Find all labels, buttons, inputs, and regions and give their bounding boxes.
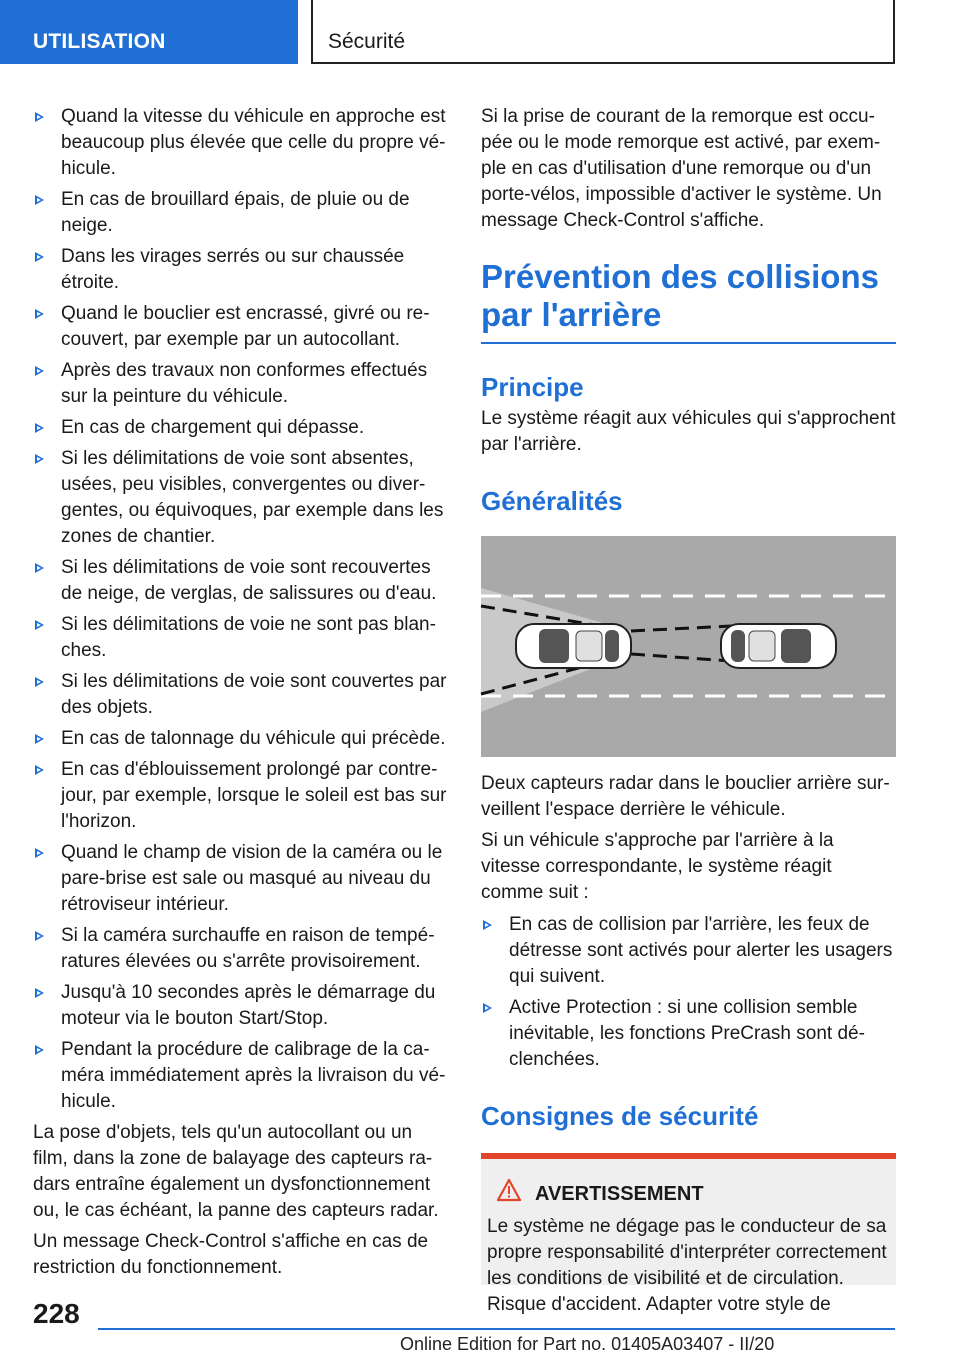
section-tab: UTILISATION [0, 0, 298, 64]
list-item: Si la caméra surchauffe en raison de températures élevées ou s'arrête provisoirement. [33, 923, 448, 975]
bullet-arrow-icon [35, 309, 44, 319]
list-item: Quand le champ de vision de la caméra ou le pare-brise est sale ou masqué au niveau du rétroviseur intérieur. [33, 840, 448, 918]
subheading-generalites: Généralités [481, 486, 623, 516]
warning-box [481, 1153, 896, 1315]
bullet-arrow-icon [35, 931, 44, 941]
list-item: Si les délimitations de voie sont absentes, usées, peu visibles, convergentes ou divergentes, ou équivoques, par exemple dans les zones de chantier. [33, 446, 448, 550]
bullet-arrow-icon [35, 620, 44, 630]
radar-illustration-svg [481, 536, 896, 757]
paragraph-trailer: Si la prise de courant de la remorque est occupée ou le mode remorque est activé, par exemple en cas d'utilisation d'une remorque ou d'un porte-vélos, impossible d'activer le système. Un message Check-Control s'affiche. [481, 106, 882, 231]
list-item: Si les délimitations de voie sont couvertes par des objets. [33, 669, 448, 721]
paragraph-check-control: Un message Check-Control s'affiche en cas de restriction du fonctionnement. [33, 1231, 429, 1278]
list-item: En cas de collision par l'arrière, les feux de détresse sont activés pour alerter les usagers qui suivent. [481, 912, 896, 990]
list-item: Après des travaux non conformes effectués sur la peinture du véhicule. [33, 358, 448, 410]
radar-illustration [481, 536, 896, 757]
list-item: Quand la vitesse du véhicule en approche est beaucoup plus élevée que celle du propre véhicule. [33, 104, 448, 182]
bullet-arrow-icon [35, 252, 44, 262]
left-column [33, 104, 448, 1286]
subheading-principe: Principe [481, 372, 584, 402]
bullet-arrow-icon [483, 1003, 492, 1013]
paragraph-radar-film: La pose d'objets, tels qu'un autocollant ou un film, dans la zone de balayage des capteurs radars entraîne également un dysfonctionnement ou, le cas échéant, la panne des capteurs radar. [33, 1122, 439, 1221]
list-item: En cas d'éblouissement prolongé par contre-jour, par exemple, lorsque le soleil est bas sur l'horizon. [33, 757, 448, 835]
list-item: Active Protection : si une collision semble inévitable, les fonctions PreCrash sont déclenchées. [481, 995, 896, 1073]
warning-header [487, 1179, 890, 1208]
bullet-arrow-icon [35, 1045, 44, 1055]
subheading-consignes: Consignes de sécurité [481, 1101, 759, 1131]
list-item: Jusqu'à 10 secondes après le démarrage du moteur via le bouton Start/Stop. [33, 980, 448, 1032]
reaction-list [481, 912, 896, 1073]
limitations-list [33, 104, 448, 1115]
list-item: Pendant la procédure de calibrage de la caméra immédiatement après la livraison du véhicule. [33, 1037, 448, 1115]
list-item: En cas de talonnage du véhicule qui précède. [33, 726, 448, 752]
bullet-arrow-icon [35, 734, 44, 744]
warning-triangle-icon [497, 1179, 521, 1208]
paragraph-vitesse: Si un véhicule s'approche par l'arrière à la vitesse correspondante, le système réagit comme suit : [481, 830, 834, 903]
list-item: Dans les virages serrés ou sur chaussée étroite. [33, 244, 448, 296]
page-number: 228 [33, 1298, 80, 1329]
warning-text: Le système ne dégage pas le conducteur de sa propre responsabilité d'interpréter correctement les conditions de visibilité et de circulation. Risque d'accident. Adapter votre style de [487, 1216, 887, 1315]
bullet-arrow-icon [35, 988, 44, 998]
footer-edition: Online Edition for Part no. 01405A03407 - II/20 [400, 1334, 775, 1354]
bullet-arrow-icon [35, 454, 44, 464]
bullet-arrow-icon [35, 112, 44, 122]
bullet-arrow-icon [35, 765, 44, 775]
car-icon-approaching [516, 624, 631, 668]
bullet-arrow-icon [35, 848, 44, 858]
paragraph-principe: Le système réagit aux véhicules qui s'approchent par l'arrière. [481, 408, 896, 455]
bullet-arrow-icon [35, 195, 44, 205]
paragraph-capteurs: Deux capteurs radar dans le bouclier arrière surveillent l'espace derrière le véhicule. [481, 773, 890, 820]
footer-divider [98, 1328, 895, 1330]
list-item: Si les délimitations de voie sont recouvertes de neige, de verglas, de salissures ou d'eau. [33, 555, 448, 607]
right-column [481, 104, 896, 1315]
car-icon-own-vehicle [721, 624, 836, 668]
list-item: En cas de brouillard épais, de pluie ou de neige. [33, 187, 448, 239]
section-heading: Prévention des collisions par l'arrière [481, 258, 896, 344]
warning-title: AVERTISSEMENT [535, 1182, 704, 1205]
bullet-arrow-icon [35, 423, 44, 433]
page-title: Sécurité [311, 0, 895, 64]
bullet-arrow-icon [483, 920, 492, 930]
bullet-arrow-icon [35, 563, 44, 573]
bullet-arrow-icon [35, 677, 44, 687]
list-item: En cas de chargement qui dépasse. [33, 415, 448, 441]
list-item: Si les délimitations de voie ne sont pas blanches. [33, 612, 448, 664]
bullet-arrow-icon [35, 366, 44, 376]
list-item: Quand le bouclier est encrassé, givré ou recouvert, par exemple par un autocollant. [33, 301, 448, 353]
